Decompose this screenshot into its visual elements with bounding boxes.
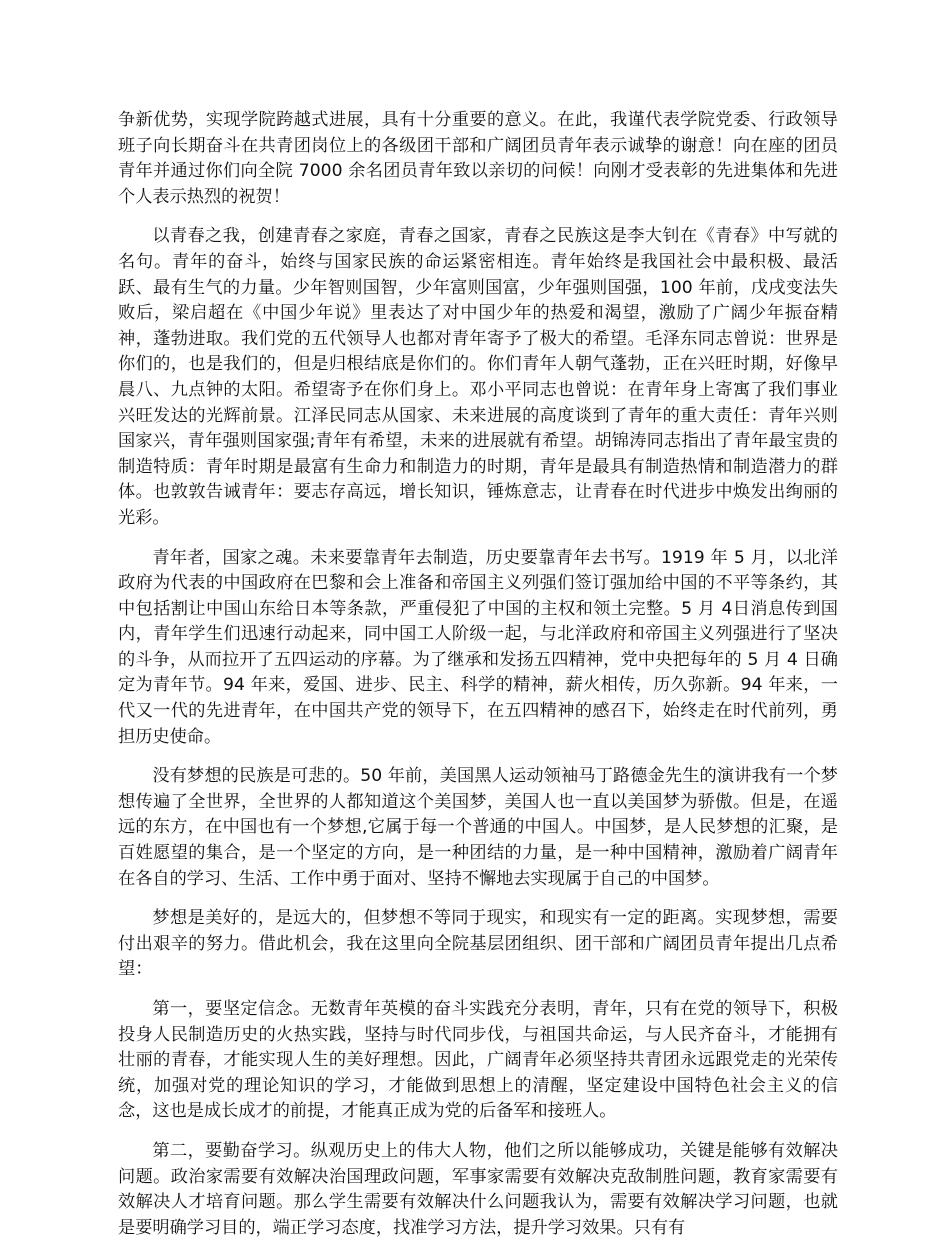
paragraph-first-belief: 第一，要坚定信念。无数青年英模的奋斗实践充分表明，青年，只有在党的领导下，积极投身人民制造历史的火热实践，坚持与时代同步伐，与祖国共命运，与人民齐奋斗，才能拥有壮丽的青春，才能实现人生的美好理想。因此，广阔青年必须坚持共青团永远跟党走的光荣传统，加强对党的理论知识的学习，才能做到思想上的清醒，坚定建设中国特色社会主义的信念，这也是成长成才的前提，才能真正成为党的后备军和接班人。 [118, 999, 838, 1122]
paragraph-hopes-intro: 梦想是美好的，是远大的，但梦想不等同于现实，和现实有一定的距离。实现梦想，需要付出艰辛的努力。借此机会，我在这里向全院基层团组织、团干部和广阔团员青年提出几点希望： [118, 908, 838, 980]
paragraph-youth-history: 以青春之我，创建青春之家庭，青春之国家，青春之民族这是李大钊在《青春》中写就的名句。青年的奋斗，始终与国家民族的命运紧密相连。青年始终是我国社会中最积极、最活跃、最有生气的力量。少年智则国智，少年富则国富，少年强则国强，100 年前，戊戌变法失败后，梁启超在《中国少年说》里表达了对中国少年的热爱和渴望，激励了广阔少年振奋精神，蓬勃进取。我们党的五代领导人也都对青年寄予了极大的希望。毛泽东同志曾说：世界是你们的，也是我们的，但是归根结底是你们的。你们青年人朝气蓬勃，正在兴旺时期，好像早晨八、九点钟的太阳。希望寄予在你们身上。邓小平同志也曾说：在青年身上寄寓了我们事业兴旺发达的光辉前景。江泽民同志从国家、未来进展的高度谈到了青年的重大责任：青年兴则国家兴，青年强则国家强;青年有希望，未来的进展就有希望。胡锦涛同志指出了青年最宝贵的制造特质：青年时期是最富有生命力和制造力的时期，青年是最具有制造热情和制造潜力的群体。也敦敦告诫青年：要志存高远，增长知识，锤炼意志，让青春在时代进步中焕发出绚丽的光彩。 [118, 226, 838, 528]
paragraph-second-study: 第二，要勤奋学习。纵观历史上的伟大人物，他们之所以能够成功，关键是能够有效解决问题。政治家需要有效解决治国理政问题，军事家需要有效解决克敌制胜问题，教育家需要有效解决人才培育问题。那么学生需要有效解决什么问题我认为，需要有效解决学习问题，也就是要明确学习目的，端正学习态度，找准学习方法，提升学习效果。只有有 [118, 1140, 838, 1238]
paragraph-chinese-dream: 没有梦想的民族是可悲的。50 年前，美国黑人运动领袖马丁路德金先生的演讲我有一个梦想传遍了全世界，全世界的人都知道这个美国梦，美国人也一直以美国梦为骄傲。但是，在遥远的东方，在中国也有一个梦想,它属于每一个普通的中国人。中国梦，是人民梦想的汇聚，是百姓愿望的集合，是一个坚定的方向，是一种团结的力量，是一种中国精神，激励着广阔青年在各自的学习、生活、工作中勇于面对、坚持不懈地去实现属于自己的中国梦。 [118, 766, 838, 889]
paragraph-may-fourth: 青年者，国家之魂。未来要靠青年去制造，历史要靠青年去书写。1919 年 5 月，以北洋政府为代表的中国政府在巴黎和会上准备和帝国主义列强们签订强加给中国的不平等条约，其中包括割让中国山东给日本等条款，严重侵犯了中国的主权和领土完整。5 月 4日消息传到国内，青年学生们迅速行动起来，同中国工人阶级一起，与北洋政府和帝国主义列强进行了坚决的斗争，从而拉开了五四运动的序幕。为了继承和发扬五四精神，党中央把每年的 5 月 4 日确定为青年节。94 年来，爱国、进步、民主、科学的精神，薪火相传，历久弥新。94 年来，一代又一代的先进青年，在中国共产党的领导下，在五四精神的感召下，始终走在时代前列，勇担历史使命。 [118, 547, 838, 747]
paragraph-intro-continuation: 争新优势，实现学院跨越式进展，具有十分重要的意义。在此，我谨代表学院党委、行政领导班子向长期奋斗在共青团岗位上的各级团干部和广阔团员青年表示诚挚的谢意！向在座的团员青年并通过你们向全院 7000 余名团员青年致以亲切的问候！向刚才受表彰的先进集体和先进个人表示热烈的祝贺！ [118, 110, 838, 207]
document-page [118, 108, 838, 1255]
